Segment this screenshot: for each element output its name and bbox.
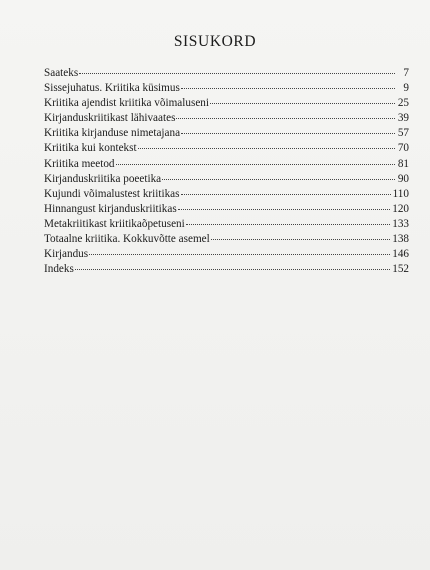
dot-leader	[178, 209, 391, 210]
dot-leader	[116, 164, 395, 165]
toc-entry-page: 120	[392, 202, 409, 215]
toc-entry-page: 90	[397, 172, 409, 185]
table-of-contents	[44, 66, 409, 277]
toc-entry[interactable]	[44, 172, 409, 187]
toc-entry-page: 57	[397, 127, 409, 140]
toc-entry-title: Kirjandus	[44, 248, 89, 261]
toc-entry-title: Sissejuhatus. Kriitika küsimus	[44, 82, 180, 95]
toc-entry-page: 70	[397, 142, 409, 155]
toc-entry-title: Kriitika ajendist kriitika võimaluseni	[44, 97, 209, 110]
toc-entry-title: Kirjanduskriitikast lähivaates	[44, 112, 176, 125]
dot-leader	[181, 133, 395, 134]
dot-leader	[211, 239, 390, 240]
toc-entry[interactable]	[44, 66, 409, 81]
toc-entry-page: 25	[397, 97, 409, 110]
toc-entry-title: Kriitika kui kontekst	[44, 142, 137, 155]
dot-leader	[176, 118, 395, 119]
dot-leader	[186, 224, 390, 225]
toc-entry-title: Saateks	[44, 67, 79, 79]
toc-entry-title: Hinnangust kirjanduskriitikas	[44, 202, 177, 215]
toc-entry-title: Indeks	[44, 263, 74, 276]
toc-entry[interactable]	[44, 126, 409, 141]
toc-entry[interactable]	[44, 247, 409, 262]
toc-entry-page: 133	[392, 217, 409, 230]
dot-leader	[89, 254, 390, 255]
toc-entry-page: 81	[397, 157, 409, 170]
toc-entry-page: 138	[392, 233, 409, 246]
toc-entry[interactable]	[44, 81, 409, 96]
toc-entry-title: Kriitika kirjanduse nimetajana	[44, 127, 181, 140]
toc-entry-title: Metakriitikast kriitikaõpetuseni	[44, 217, 185, 230]
toc-entry[interactable]	[44, 232, 409, 247]
page-title: SISUKORD	[173, 33, 257, 50]
toc-entry-page: 39	[397, 112, 409, 125]
toc-entry[interactable]	[44, 96, 409, 111]
toc-entry[interactable]	[44, 217, 409, 232]
toc-entry-page: 146	[392, 248, 409, 261]
toc-entry-title: Kujundi võimalustest kriitikas	[44, 187, 180, 200]
toc-entry-title: Totaalne kriitika. Kokkuvõtte asemel	[44, 233, 210, 246]
toc-entry-page: 9	[403, 82, 409, 95]
dot-leader	[75, 269, 390, 270]
toc-entry-page: 110	[392, 187, 409, 200]
toc-entry[interactable]	[44, 141, 409, 156]
toc-entry[interactable]	[44, 262, 409, 277]
dot-leader	[79, 73, 395, 74]
dot-leader	[138, 148, 395, 149]
toc-entry[interactable]	[44, 111, 409, 126]
dot-leader	[162, 179, 395, 180]
toc-entry[interactable]	[44, 157, 409, 172]
toc-entry-page: 152	[392, 263, 409, 276]
toc-entry-title: Kirjanduskriitika poeetika	[44, 172, 162, 185]
toc-entry[interactable]	[44, 202, 409, 217]
dot-leader	[210, 103, 395, 104]
toc-entry-page: 7	[403, 67, 409, 79]
dot-leader	[181, 194, 391, 195]
toc-entry-title: Kriitika meetod	[44, 157, 115, 170]
dot-leader	[181, 88, 395, 89]
toc-entry[interactable]	[44, 187, 409, 202]
